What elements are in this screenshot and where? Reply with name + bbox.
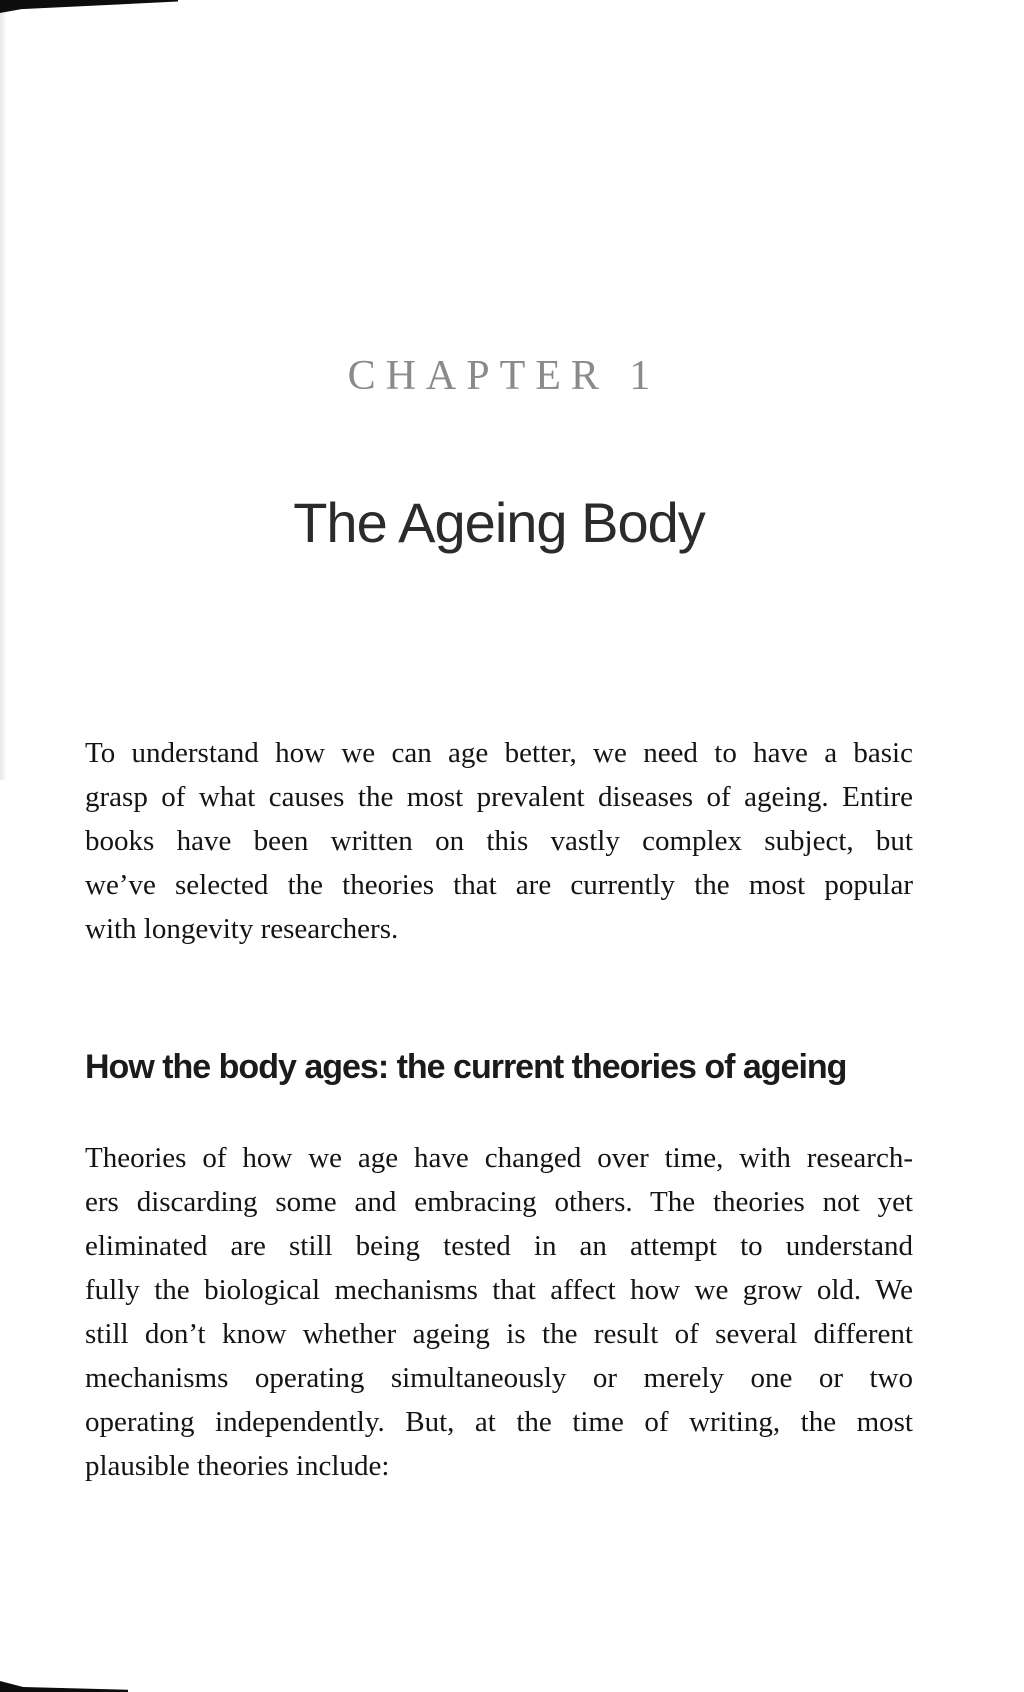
text-line: eliminated are still being tested in an attempt to understand bbox=[85, 1230, 913, 1262]
text-line: fully the biological mechanisms that affect how we grow old. We bbox=[85, 1274, 913, 1306]
chapter-label: CHAPTER 1 bbox=[347, 353, 661, 399]
text-line: still don’t know whether ageing is the result of several different bbox=[85, 1318, 913, 1350]
text-line: ers discarding some and embracing others. The theories not yet bbox=[85, 1186, 913, 1218]
scan-edge-shading bbox=[0, 0, 7, 780]
scan-artifact-top-left bbox=[0, 0, 178, 13]
body-paragraph-2 bbox=[85, 1136, 913, 1488]
text-line: grasp of what causes the most prevalent diseases of ageing. Entire bbox=[85, 781, 913, 813]
text-line: To understand how we can age better, we need to have a basic bbox=[85, 737, 913, 769]
text-line: with longevity researchers. bbox=[85, 913, 399, 945]
body-paragraph-1 bbox=[85, 731, 913, 951]
text-line: operating independently. But, at the time of writing, the most bbox=[85, 1406, 913, 1438]
chapter-title: The Ageing Body bbox=[293, 491, 705, 554]
scan-artifact-bottom-left bbox=[0, 1681, 128, 1692]
text-line: Theories of how we age have changed over time, with research- bbox=[85, 1142, 913, 1174]
text-line: mechanisms operating simultaneously or merely one or two bbox=[85, 1362, 913, 1394]
text-line: books have been written on this vastly complex subject, but bbox=[85, 825, 913, 857]
text-line: plausible theories include: bbox=[85, 1450, 390, 1482]
text-line: we’ve selected the theories that are currently the most popular bbox=[85, 869, 913, 901]
section-heading: How the body ages: the current theories of ageing bbox=[85, 1048, 847, 1086]
